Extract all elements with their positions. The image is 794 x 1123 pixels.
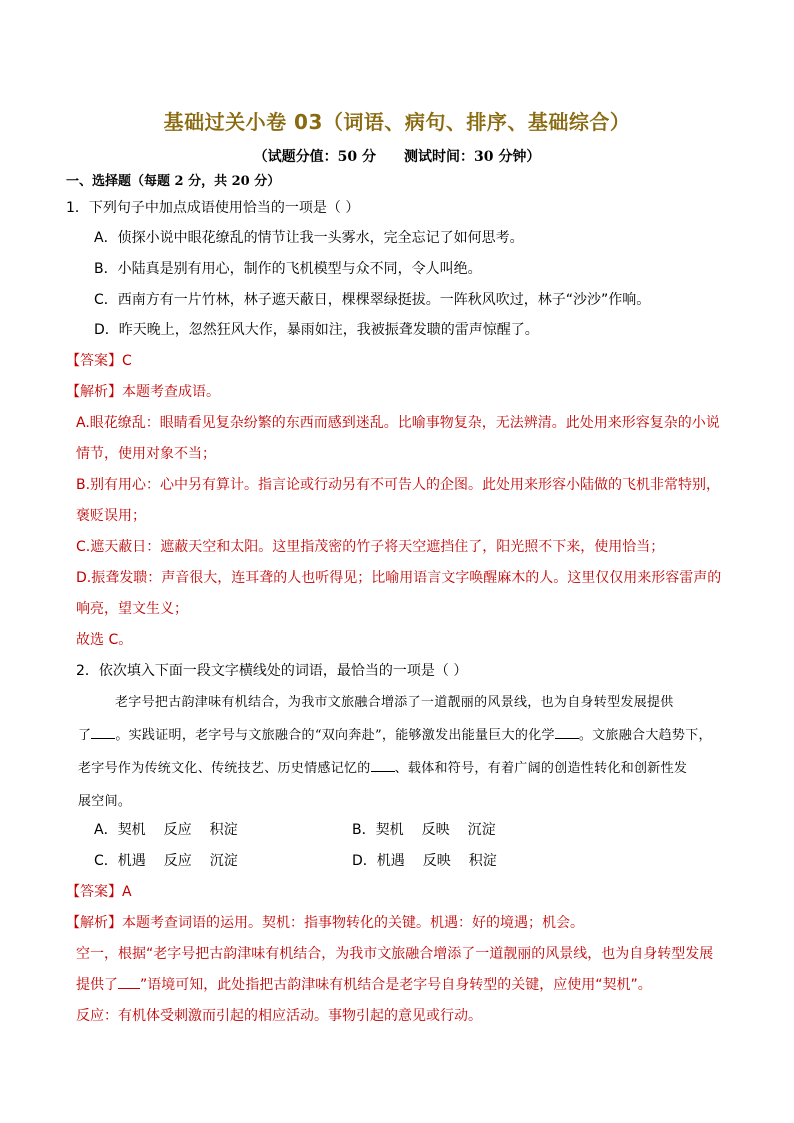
q2-passage-line: 老字号把古韵津味有机结合，为我市文旅融合增添了一道靓丽的风景线，也为自身转型发展提供: [115, 695, 674, 710]
q1-analysis-line: A.眼花缭乱：眼睛看见复杂纷繁的东西而感到迷乱。比喻事物复杂，无法辨清。此处用来形容复杂的小说: [76, 415, 720, 431]
analysis-label: 【解析】: [66, 915, 122, 931]
blank-3: [371, 759, 395, 772]
q1-analysis-line: D.振聋发聩：声音很大，连耳聋的人也听得见；比喻用语言文字唤醒麻木的人。这里仅仅用来形容雷声的: [76, 570, 722, 586]
q2-answer: [66, 882, 132, 902]
q1-answer: [66, 351, 132, 371]
blank-ref: [118, 976, 140, 989]
time-info: 测试时间：30 分钟）: [404, 149, 541, 165]
q1-option-d: D．昨天晚上，忽然狂风大作，暴雨如注，我被振聋发聩的雷声惊醒了。: [94, 322, 539, 338]
q2-option-c: C．机遇 反应 沉淀: [94, 853, 238, 869]
page-subtitle: [0, 146, 794, 166]
q1-analysis-line: B.别有用心：心中另有算计。指言论或行动另有不可告人的企图。此处用来形容小陆做的飞机非常特别，: [76, 477, 721, 493]
q2-option-d: D．机遇 反映 积淀: [352, 853, 497, 869]
answer-value: A: [122, 884, 132, 900]
q2-analysis-line: 提供了 ”语境可知，此处指把古韵津味有机结合是老字号自身转型的关键，应使用“契机”。: [76, 977, 652, 993]
q1-analysis-line: 响亮，望文生义；: [76, 601, 188, 617]
score-info: （试题分值：50 分: [253, 149, 376, 165]
q1-analysis-line: 情节，使用对象不当；: [76, 446, 216, 462]
q1-analysis-line: C.遮天蔽日：遮蔽天空和太阳。这里指茂密的竹子将天空遮挡住了，阳光照不下来，使用恰当；: [76, 539, 665, 555]
q1-option-a: A．侦探小说中眼花缭乱的情节让我一头雾水，完全忘记了如何思考。: [94, 230, 524, 246]
blank-2: [555, 726, 579, 739]
q2-passage-line: 老字号作为传统文化、传统技艺、历史情感记忆的 、载体和符号，有着广阔的创造性转化和创新性发: [78, 761, 688, 776]
q1-option-b: B．小陆真是别有用心，制作的飞机模型与众不同，令人叫绝。: [94, 261, 482, 277]
q2-option-b: B．契机 反映 沉淀: [352, 822, 496, 838]
q1-stem: 1．下列句子中加点成语使用恰当的一项是（ ）: [66, 200, 360, 216]
q2-stem: 2．依次填入下面一段文字横线处的词语，最恰当的一项是（ ）: [76, 663, 468, 679]
q1-analysis-heading: [66, 382, 220, 402]
section-heading: 一、选择题（每题 2 分，共 20 分）: [66, 174, 281, 189]
blank-1: [91, 726, 115, 739]
q2-passage-line: 了 。实践证明，老字号与文旅融合的“双向奔赴”，能够激发出能量巨大的化学 。文旅融合大趋势下，: [78, 728, 712, 743]
q2-passage-line: 展空间。: [78, 794, 132, 809]
q1-option-c: C．西南方有一片竹林，林子遮天蔽日，棵棵翠绿挺拔。一阵秋风吹过，林子“沙沙”作响。: [94, 292, 651, 308]
page-title: 基础过关小卷 03（词语、病句、排序、基础综合）: [163, 110, 631, 134]
q1-analysis-line: 故选 C。: [76, 632, 133, 648]
answer-value: C: [122, 353, 132, 369]
q2-analysis-line: 空一，根据“老字号把古韵津味有机结合，为我市文旅融合增添了一道靓丽的风景线，也为自身转型发展: [76, 946, 714, 962]
q2-analysis-heading: [66, 913, 584, 933]
analysis-intro: 本题考查成语。: [122, 384, 220, 400]
answer-label: 【答案】: [66, 353, 122, 369]
q2-option-a: A．契机 反应 积淀: [94, 822, 238, 838]
q2-analysis-line: 反应：有机体受刺激而引起的相应活动。事物引起的意见或行动。: [76, 1008, 482, 1024]
q1-analysis-line: 褒贬误用；: [76, 508, 146, 524]
analysis-label: 【解析】: [66, 384, 122, 400]
answer-label: 【答案】: [66, 884, 122, 900]
analysis-intro: 本题考查词语的运用。契机：指事物转化的关键。机遇：好的境遇；机会。: [122, 915, 584, 931]
